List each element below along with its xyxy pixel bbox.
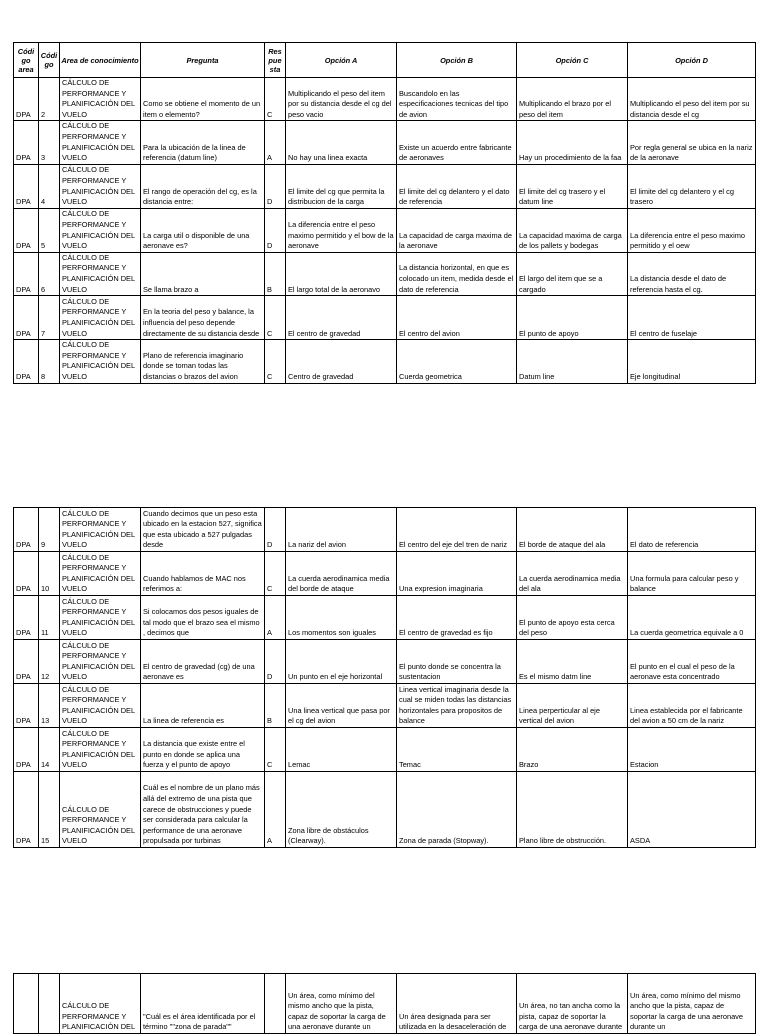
answer-cell: C (265, 296, 286, 340)
option-b-cell: Temac (397, 728, 517, 772)
header-opcion-c: Opción C (517, 43, 628, 78)
code-cell: 10 (39, 552, 60, 596)
answer-cell: D (265, 164, 286, 208)
area-cell: CÁLCULO DE PERFORMANCE Y PLANIFICACIÓN DEL VUELO (60, 728, 141, 772)
option-b-cell: La capacidad de carga maxima de la aeronave (397, 208, 517, 252)
area-code-cell: DPA (14, 508, 39, 552)
option-b-cell: El punto donde se concentra la sustentacion (397, 640, 517, 684)
code-cell: 5 (39, 208, 60, 252)
area-cell: CÁLCULO DE PERFORMANCE Y PLANIFICACIÓN DEL VUELO (60, 772, 141, 848)
option-d-cell: Una formula para calcular peso y balance (628, 552, 756, 596)
option-d-cell: Linea establecida por el fabricante del avion a 50 cm de la nariz (628, 684, 756, 728)
header-opcion-d: Opción D (628, 43, 756, 78)
option-c-cell: Datum line (517, 340, 628, 383)
area-code-cell: DPA (14, 684, 39, 728)
answer-cell: D (265, 508, 286, 552)
area-code-cell: DPA (14, 78, 39, 121)
option-b-cell: El limite del cg delantero y el dato de referencia (397, 164, 517, 208)
questions-table-1 (13, 42, 756, 384)
code-cell: 4 (39, 164, 60, 208)
option-a-cell: El largo total de la aeronavo (286, 252, 397, 295)
area-cell: CÁLCULO DE PERFORMANCE Y PLANIFICACIÓN DEL VUELO (60, 296, 141, 340)
option-b-cell: Buscandolo en las especificaciones tecnicas del tipo de avion (397, 78, 517, 121)
option-b-cell: Un área designada para ser utilizada en la desaceleración de (397, 974, 517, 1034)
answer-cell: A (265, 596, 286, 640)
code-cell: 7 (39, 296, 60, 340)
table-row (14, 78, 756, 121)
table-body-2 (14, 508, 756, 848)
area-code-cell: DPA (14, 340, 39, 383)
question-cell: Cuando hablamos de MAC nos referimos a: (141, 552, 265, 596)
area-cell: CÁLCULO DE PERFORMANCE Y PLANIFICACIÓN DEL VUELO (60, 552, 141, 596)
table-row (14, 340, 756, 383)
question-cell: El rango de operación del cg, es la distancia entre: (141, 164, 265, 208)
option-a-cell: Centro de gravedad (286, 340, 397, 383)
table-row (14, 552, 756, 596)
option-d-cell: Estacion (628, 728, 756, 772)
area-code-cell: DPA (14, 121, 39, 164)
option-b-cell: Existe un acuerdo entre fabricante de aeronaves (397, 121, 517, 164)
option-d-cell: Eje longitudinal (628, 340, 756, 383)
header-respuesta: Res pue sta (265, 43, 286, 78)
option-d-cell: La cuerda geometrica equivale a 0 (628, 596, 756, 640)
answer-cell: C (265, 78, 286, 121)
code-cell: 8 (39, 340, 60, 383)
questions-table-2 (13, 507, 756, 848)
option-a-cell: No hay una linea exacta (286, 121, 397, 164)
option-c-cell: La cuerda aerodinamica media del ala (517, 552, 628, 596)
code-cell: 6 (39, 252, 60, 295)
area-cell: CÁLCULO DE PERFORMANCE Y PLANIFICACIÓN DEL VUELO (60, 164, 141, 208)
table-row (14, 728, 756, 772)
table-row (14, 296, 756, 340)
option-a-cell: Multiplicando el peso del item por su distancia desde el cg del peso vacio (286, 78, 397, 121)
table-row (14, 684, 756, 728)
question-cell: Se llama brazo a (141, 252, 265, 295)
area-code-cell: DPA (14, 596, 39, 640)
area-cell: CÁLCULO DE PERFORMANCE Y PLANIFICACIÓN DEL VUELO (60, 640, 141, 684)
area-cell: CÁLCULO DE PERFORMANCE Y PLANIFICACIÓN DEL VUELO (60, 596, 141, 640)
area-cell: CÁLCULO DE PERFORMANCE Y PLANIFICACIÓN DEL VUELO (60, 508, 141, 552)
option-a-cell: El centro de gravedad (286, 296, 397, 340)
option-c-cell: Es el mismo datm line (517, 640, 628, 684)
option-a-cell: El limite del cg que permita la distribucion de la carga (286, 164, 397, 208)
option-c-cell: El largo del item que se a cargado (517, 252, 628, 295)
question-cell: El centro de gravedad (cg) de una aeronave es (141, 640, 265, 684)
option-a-cell: Lemac (286, 728, 397, 772)
area-code-cell: DPA (14, 728, 39, 772)
option-d-cell: La diferencia entre el peso maximo permitido y el oew (628, 208, 756, 252)
option-a-cell: Zona libre de obstáculos (Clearway). (286, 772, 397, 848)
answer-cell: C (265, 552, 286, 596)
answer-cell: C (265, 728, 286, 772)
option-c-cell: La capacidad maxima de carga de los pallets y bodegas (517, 208, 628, 252)
option-d-cell: Multiplicando el peso del item por su distancia desde el cg (628, 78, 756, 121)
option-c-cell: El punto de apoyo (517, 296, 628, 340)
option-a-cell: La diferencia entre el peso maximo permitido y el bow de la aeronave (286, 208, 397, 252)
question-cell: La linea de referencia es (141, 684, 265, 728)
area-code-cell: DPA (14, 296, 39, 340)
answer-cell: C (265, 340, 286, 383)
option-c-cell: Hay un procedimiento de la faa (517, 121, 628, 164)
option-b-cell: El centro del avion (397, 296, 517, 340)
table-row (14, 772, 756, 848)
question-cell: En la teoria del peso y balance, la influencia del peso depende directamente de su distancia desde (141, 296, 265, 340)
code-cell (39, 974, 60, 1034)
option-b-cell: Cuerda geometrica (397, 340, 517, 383)
table-body-3 (14, 974, 756, 1034)
answer-cell: B (265, 684, 286, 728)
header-codigo: Códi go (39, 43, 60, 78)
option-d-cell: El limite del cg delantero y el cg trasero (628, 164, 756, 208)
code-cell: 2 (39, 78, 60, 121)
option-c-cell: Linea perperticular al eje vertical del avion (517, 684, 628, 728)
option-a-cell: Una linea vertical que pasa por el cg del avion (286, 684, 397, 728)
code-cell: 15 (39, 772, 60, 848)
code-cell: 9 (39, 508, 60, 552)
area-code-cell (14, 974, 39, 1034)
answer-cell: D (265, 208, 286, 252)
option-c-cell: Plano libre de obstrucción. (517, 772, 628, 848)
option-b-cell: La distancia horizontal, en que es colocado un item, medida desde el dato de referencia (397, 252, 517, 295)
area-code-cell: DPA (14, 252, 39, 295)
header-area: Area de conocimiento (60, 43, 141, 78)
option-a-cell: La cuerda aerodinamica media del borde de ataque (286, 552, 397, 596)
table-body-1 (14, 78, 756, 384)
option-d-cell: El dato de referencia (628, 508, 756, 552)
answer-cell: D (265, 640, 286, 684)
area-cell: CÁLCULO DE PERFORMANCE Y PLANIFICACIÓN DEL (60, 974, 141, 1034)
area-code-cell: DPA (14, 208, 39, 252)
code-cell: 13 (39, 684, 60, 728)
code-cell: 11 (39, 596, 60, 640)
code-cell: 12 (39, 640, 60, 684)
table-row (14, 252, 756, 295)
option-a-cell: Un punto en el eje horizontal (286, 640, 397, 684)
area-code-cell: DPA (14, 640, 39, 684)
question-cell: Plano de referencia imaginario donde se toman todas las distancias o brazos del avion (141, 340, 265, 383)
answer-cell: A (265, 772, 286, 848)
header-row (14, 43, 756, 78)
option-a-cell: Un área, como mínimo del mismo ancho que la pista, capaz de soportar la carga de una aeronave durante un (286, 974, 397, 1034)
question-cell: Cuál es el nombre de un plano más allá del extremo de una pista que carece de obstrucciones y puede ser considerada para calcular la performance de una aeronave propulsada por turbinas (141, 772, 265, 848)
table-row (14, 508, 756, 552)
option-b-cell: Zona de parada (Stopway). (397, 772, 517, 848)
header-opcion-b: Opción B (397, 43, 517, 78)
area-code-cell: DPA (14, 552, 39, 596)
option-b-cell: El centro de gravedad es fijo (397, 596, 517, 640)
question-cell: Cuando decimos que un peso esta ubicado en la estacion 527, significa que esta ubicado a 527 pulgadas desde (141, 508, 265, 552)
option-c-cell: El punto de apoyo esta cerca del peso (517, 596, 628, 640)
option-b-cell: Una expresion imaginaria (397, 552, 517, 596)
question-cell: La carga util o disponible de una aeronave es? (141, 208, 265, 252)
area-cell: CÁLCULO DE PERFORMANCE Y PLANIFICACIÓN DEL VUELO (60, 121, 141, 164)
table-row (14, 121, 756, 164)
table-row (14, 164, 756, 208)
option-b-cell: El centro del eje del tren de nariz (397, 508, 517, 552)
area-cell: CÁLCULO DE PERFORMANCE Y PLANIFICACIÓN DEL VUELO (60, 78, 141, 121)
area-cell: CÁLCULO DE PERFORMANCE Y PLANIFICACIÓN DEL VUELO (60, 684, 141, 728)
option-d-cell: La distancia desde el dato de referencia hasta el cg. (628, 252, 756, 295)
answer-cell (265, 974, 286, 1034)
option-a-cell: Los momentos son iguales (286, 596, 397, 640)
area-code-cell: DPA (14, 772, 39, 848)
table-row (14, 596, 756, 640)
question-cell: La distancia que existe entre el punto en donde se aplica una fuerza y el punto de apoyo (141, 728, 265, 772)
header-pregunta: Pregunta (141, 43, 265, 78)
option-a-cell: La nariz del avion (286, 508, 397, 552)
area-cell: CÁLCULO DE PERFORMANCE Y PLANIFICACIÓN DEL VUELO (60, 208, 141, 252)
header-opcion-a: Opción A (286, 43, 397, 78)
question-cell: Como se obtiene el momento de un item o elemento? (141, 78, 265, 121)
table-row (14, 208, 756, 252)
question-cell: Si colocamos dos pesos iguales de tal modo que el brazo sea el mismo , decimos que (141, 596, 265, 640)
option-d-cell: El centro de fuselaje (628, 296, 756, 340)
area-code-cell: DPA (14, 164, 39, 208)
questions-table-3 (13, 973, 756, 1034)
question-cell: Para la ubicación de la linea de referencia (datum line) (141, 121, 265, 164)
option-b-cell: Linea vertical imaginaria desde la cual se miden todas las distancias horizontales para propositos de balance (397, 684, 517, 728)
option-d-cell: ASDA (628, 772, 756, 848)
code-cell: 3 (39, 121, 60, 164)
code-cell: 14 (39, 728, 60, 772)
table-row (14, 640, 756, 684)
option-c-cell: Un área, no tan ancha como la pista, capaz de soportar la carga de una aeronave durante (517, 974, 628, 1034)
area-cell: CÁLCULO DE PERFORMANCE Y PLANIFICACIÓN DEL VUELO (60, 252, 141, 295)
option-d-cell: Por regla general se ubica en la nariz de la aeronave (628, 121, 756, 164)
option-d-cell: Un área, como mínimo del mismo ancho que la pista, capaz de soportar la carga de una aeronave durante un (628, 974, 756, 1034)
answer-cell: A (265, 121, 286, 164)
area-cell: CÁLCULO DE PERFORMANCE Y PLANIFICACIÓN DEL VUELO (60, 340, 141, 383)
option-c-cell: El limite del cg trasero y el datum line (517, 164, 628, 208)
table-row (14, 974, 756, 1034)
answer-cell: B (265, 252, 286, 295)
question-cell: "Cuál es el área identificada por el término ""zona de parada"" (141, 974, 265, 1034)
option-c-cell: Multiplicando el brazo por el peso del item (517, 78, 628, 121)
option-c-cell: Brazo (517, 728, 628, 772)
option-d-cell: El punto en el cual el peso de la aeronave esta concentrado (628, 640, 756, 684)
option-c-cell: El borde de ataque del ala (517, 508, 628, 552)
header-codigo-area: Códi go area (14, 43, 39, 78)
